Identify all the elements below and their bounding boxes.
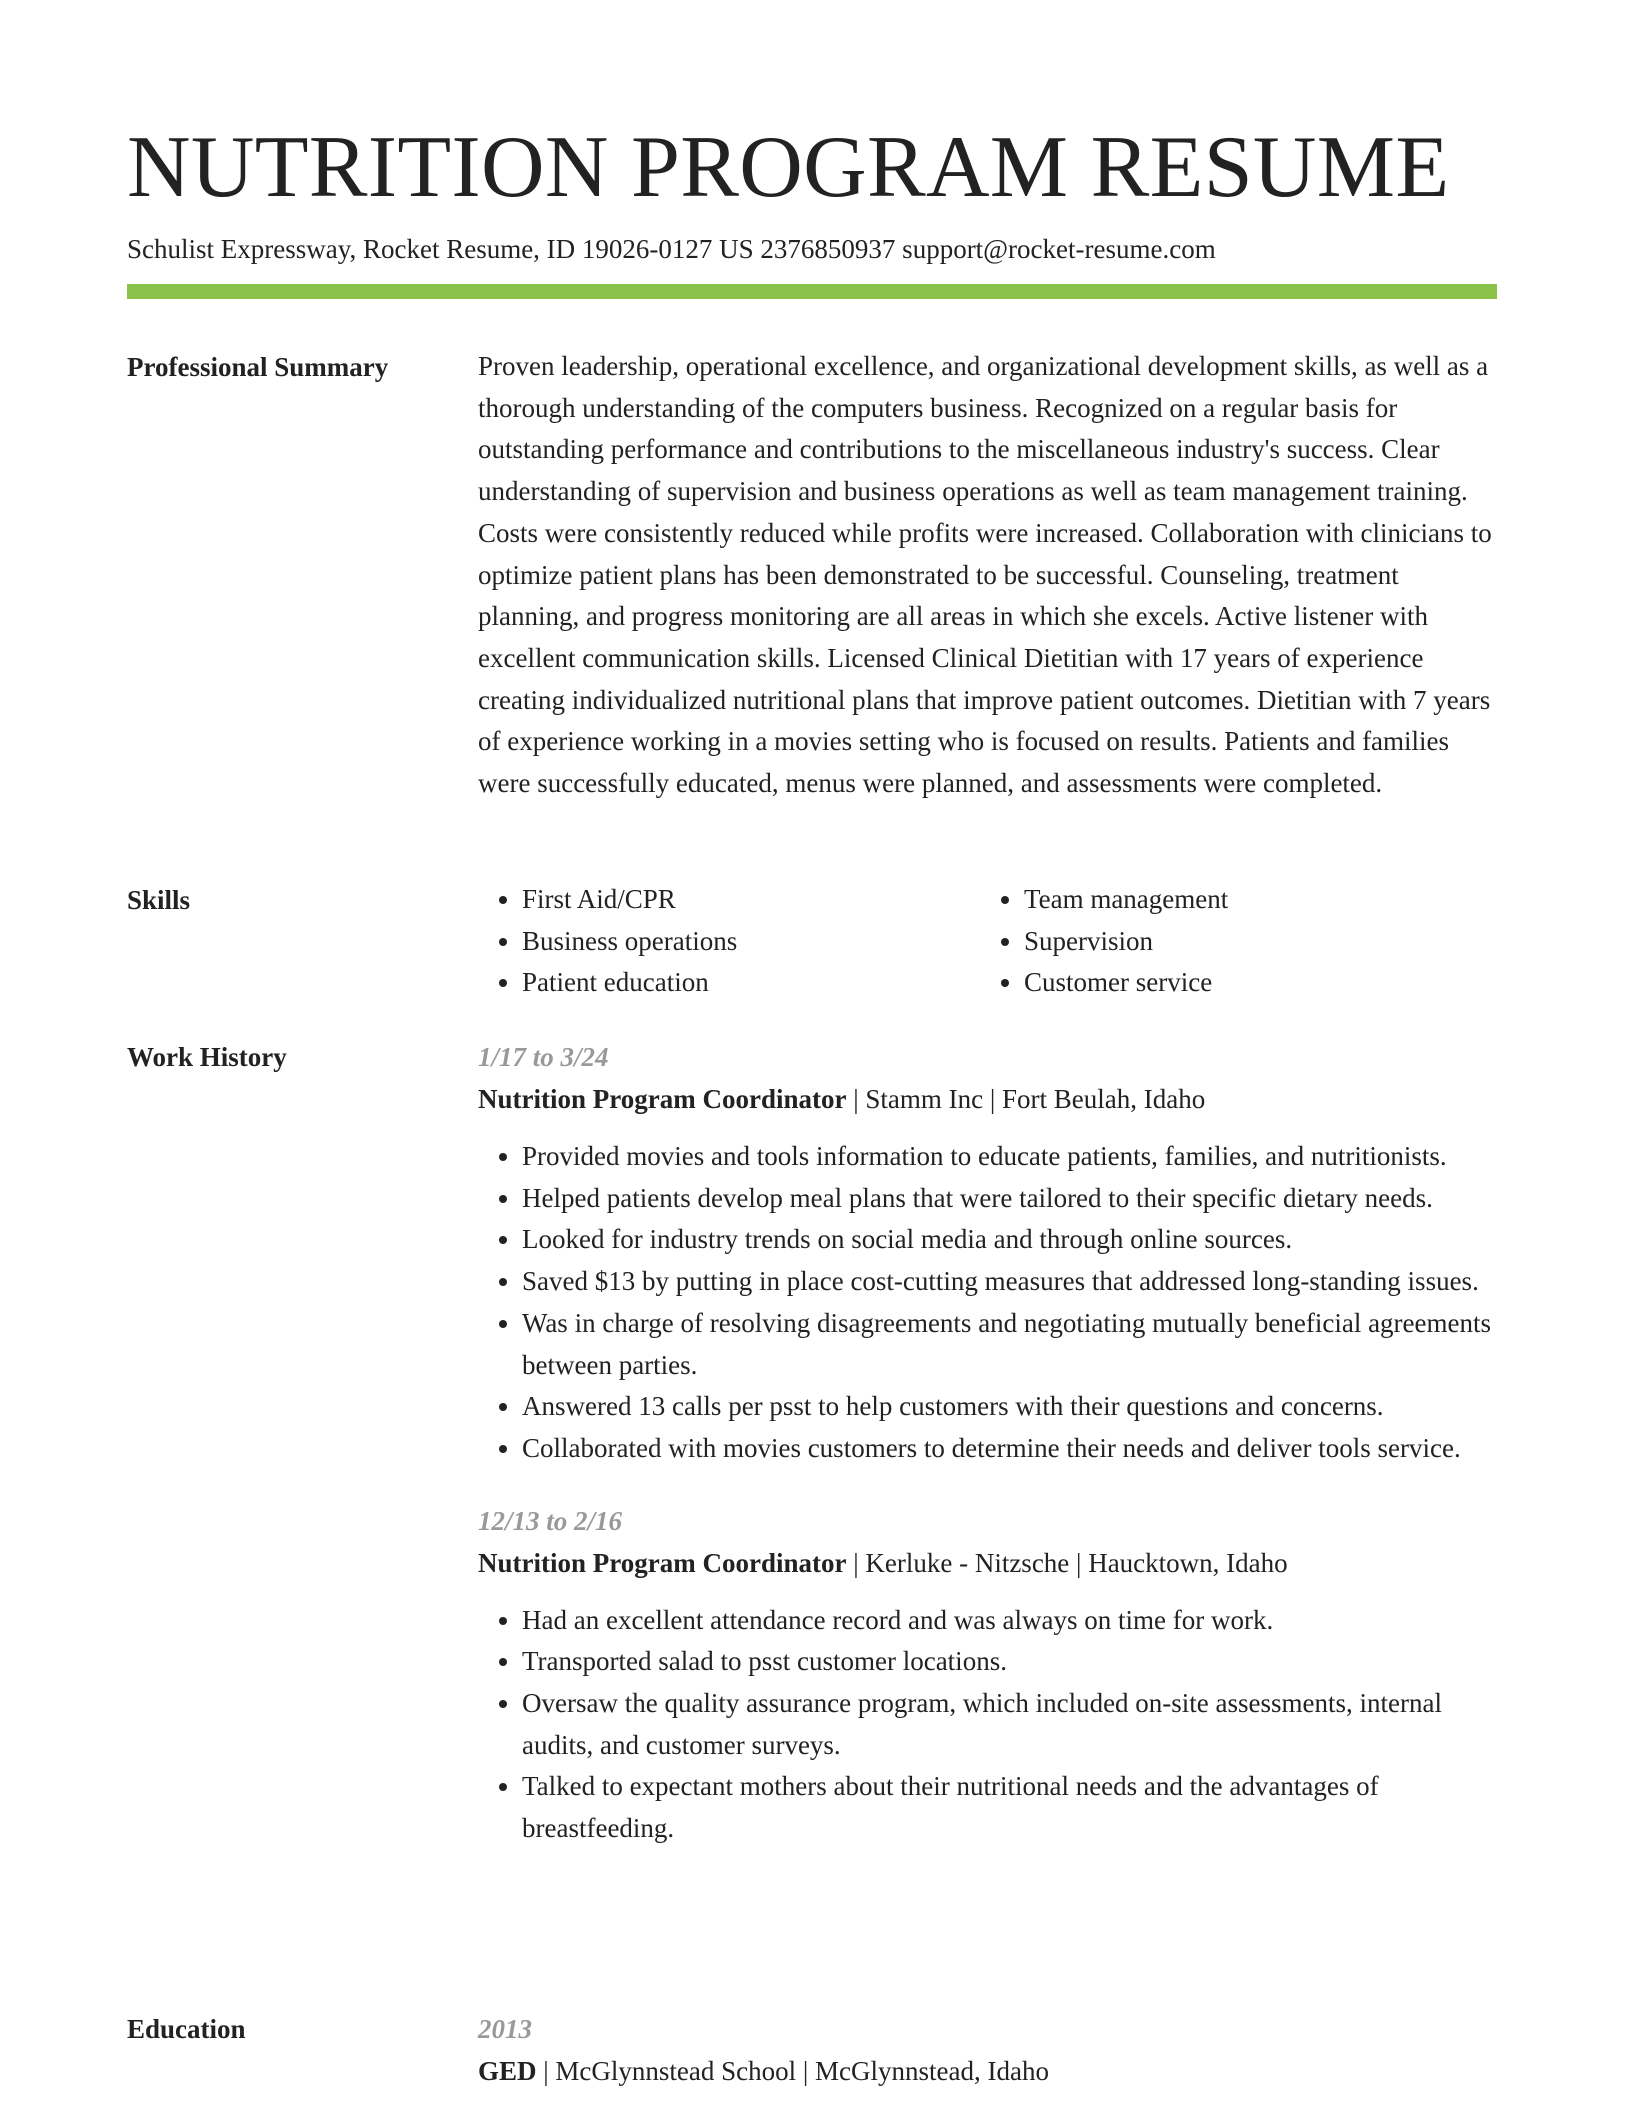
job-dates: 12/13 to 2/16 xyxy=(478,1505,623,1536)
skills-list-left xyxy=(478,879,980,1004)
skills-heading: Skills xyxy=(127,885,191,915)
job-title-line xyxy=(478,1078,1500,1120)
job-entry xyxy=(478,1036,1500,1470)
job-bullet: • Had an excellent attendance record and was always on time for work. xyxy=(522,1600,1500,1642)
education-school: | McGlynnstead School | McGlynnstead, Idaho xyxy=(536,2056,1049,2086)
job-entry xyxy=(478,1500,1500,1850)
job-bullet: • Was in charge of resolving disagreements and negotiating mutually beneficial agreements between parties. xyxy=(522,1303,1500,1386)
skill-item: • Team management xyxy=(1024,879,1482,921)
job-bullet: • Oversaw the quality assurance program, which included on-site assessments, internal audits, and customer surveys. xyxy=(522,1683,1500,1766)
resume-title: NUTRITION PROGRAM RESUME xyxy=(127,119,1450,216)
skill-item: • First Aid/CPR xyxy=(522,879,980,921)
skill-item: • Supervision xyxy=(1024,921,1482,963)
skills-columns xyxy=(478,879,1500,1004)
skills-list-right xyxy=(980,879,1482,1004)
education-line xyxy=(478,2050,1500,2092)
education-degree: GED xyxy=(478,2056,537,2086)
job-employer: | Kerluke - Nitzsche | Haucktown, Idaho xyxy=(846,1547,1288,1578)
job-role: Nutrition Program Coordinator xyxy=(478,1084,847,1114)
skill-item: • Business operations xyxy=(522,921,980,963)
work-heading: Work History xyxy=(127,1042,287,1072)
job-bullet: • Answered 13 calls per psst to help customers with their questions and concerns. xyxy=(522,1386,1500,1428)
summary-text: Proven leadership, operational excellence, and organizational development skills, as well as a thorough understanding of the computers business. Recognized on a regular basis for outstanding performance and contributions to the miscellaneous industry's success. Clear understanding of supervision and business operations as well as team management training. Costs were consistently reduced while profits were increased. Collaboration with clinicians to optimize patient plans has been demonstrated to be successful. Counseling, treatment planning, and progress monitoring are all areas in which she excels. Active listener with excellent communication skills. Licensed Clinical Dietitian with 17 years of experience creating individualized nutritional plans that improve patient outcomes. Dietitian with 7 years of experience working in a movies setting who is focused on results. Patients and families were successfully educated, menus were planned, and assessments were completed. xyxy=(478,351,1492,799)
job-bullet: • Talked to expectant mothers about their nutritional needs and the advantages of breastfeeding. xyxy=(522,1766,1500,1849)
job-bullets xyxy=(478,1136,1500,1470)
job-bullet: • Helped patients develop meal plans that were tailored to their specific dietary needs. xyxy=(522,1178,1500,1220)
job-title-line xyxy=(478,1542,1500,1584)
job-bullet: • Transported salad to psst customer locations. xyxy=(522,1641,1500,1683)
education-date: 2013 xyxy=(478,2014,532,2044)
job-bullet: • Provided movies and tools information to educate patients, families, and nutritionists. xyxy=(522,1136,1500,1178)
job-employer: | Stamm Inc | Fort Beulah, Idaho xyxy=(846,1084,1206,1114)
job-dates: 1/17 to 3/24 xyxy=(478,1042,609,1072)
job-bullet: • Collaborated with movies customers to determine their needs and deliver tools service. xyxy=(522,1428,1500,1470)
contact-line: Schulist Expressway, Rocket Resume, ID 19026-0127 US 2376850937 support@rocket-resume.com xyxy=(127,234,1216,264)
job-role: Nutrition Program Coordinator xyxy=(478,1547,847,1578)
job-bullets xyxy=(478,1600,1500,1850)
education-body xyxy=(478,2008,1500,2092)
skill-item: • Patient education xyxy=(522,962,980,1004)
job-bullet: • Saved $13 by putting in place cost-cutting measures that addressed long-standing issues. xyxy=(522,1261,1500,1303)
summary-body xyxy=(478,346,1500,805)
summary-heading: Professional Summary xyxy=(127,352,389,382)
accent-divider xyxy=(127,284,1497,299)
education-heading: Education xyxy=(127,2014,246,2044)
job-bullet: • Looked for industry trends on social media and through online sources. xyxy=(522,1219,1500,1261)
skill-item: • Customer service xyxy=(1024,962,1482,1004)
work-body xyxy=(478,1036,1500,1850)
